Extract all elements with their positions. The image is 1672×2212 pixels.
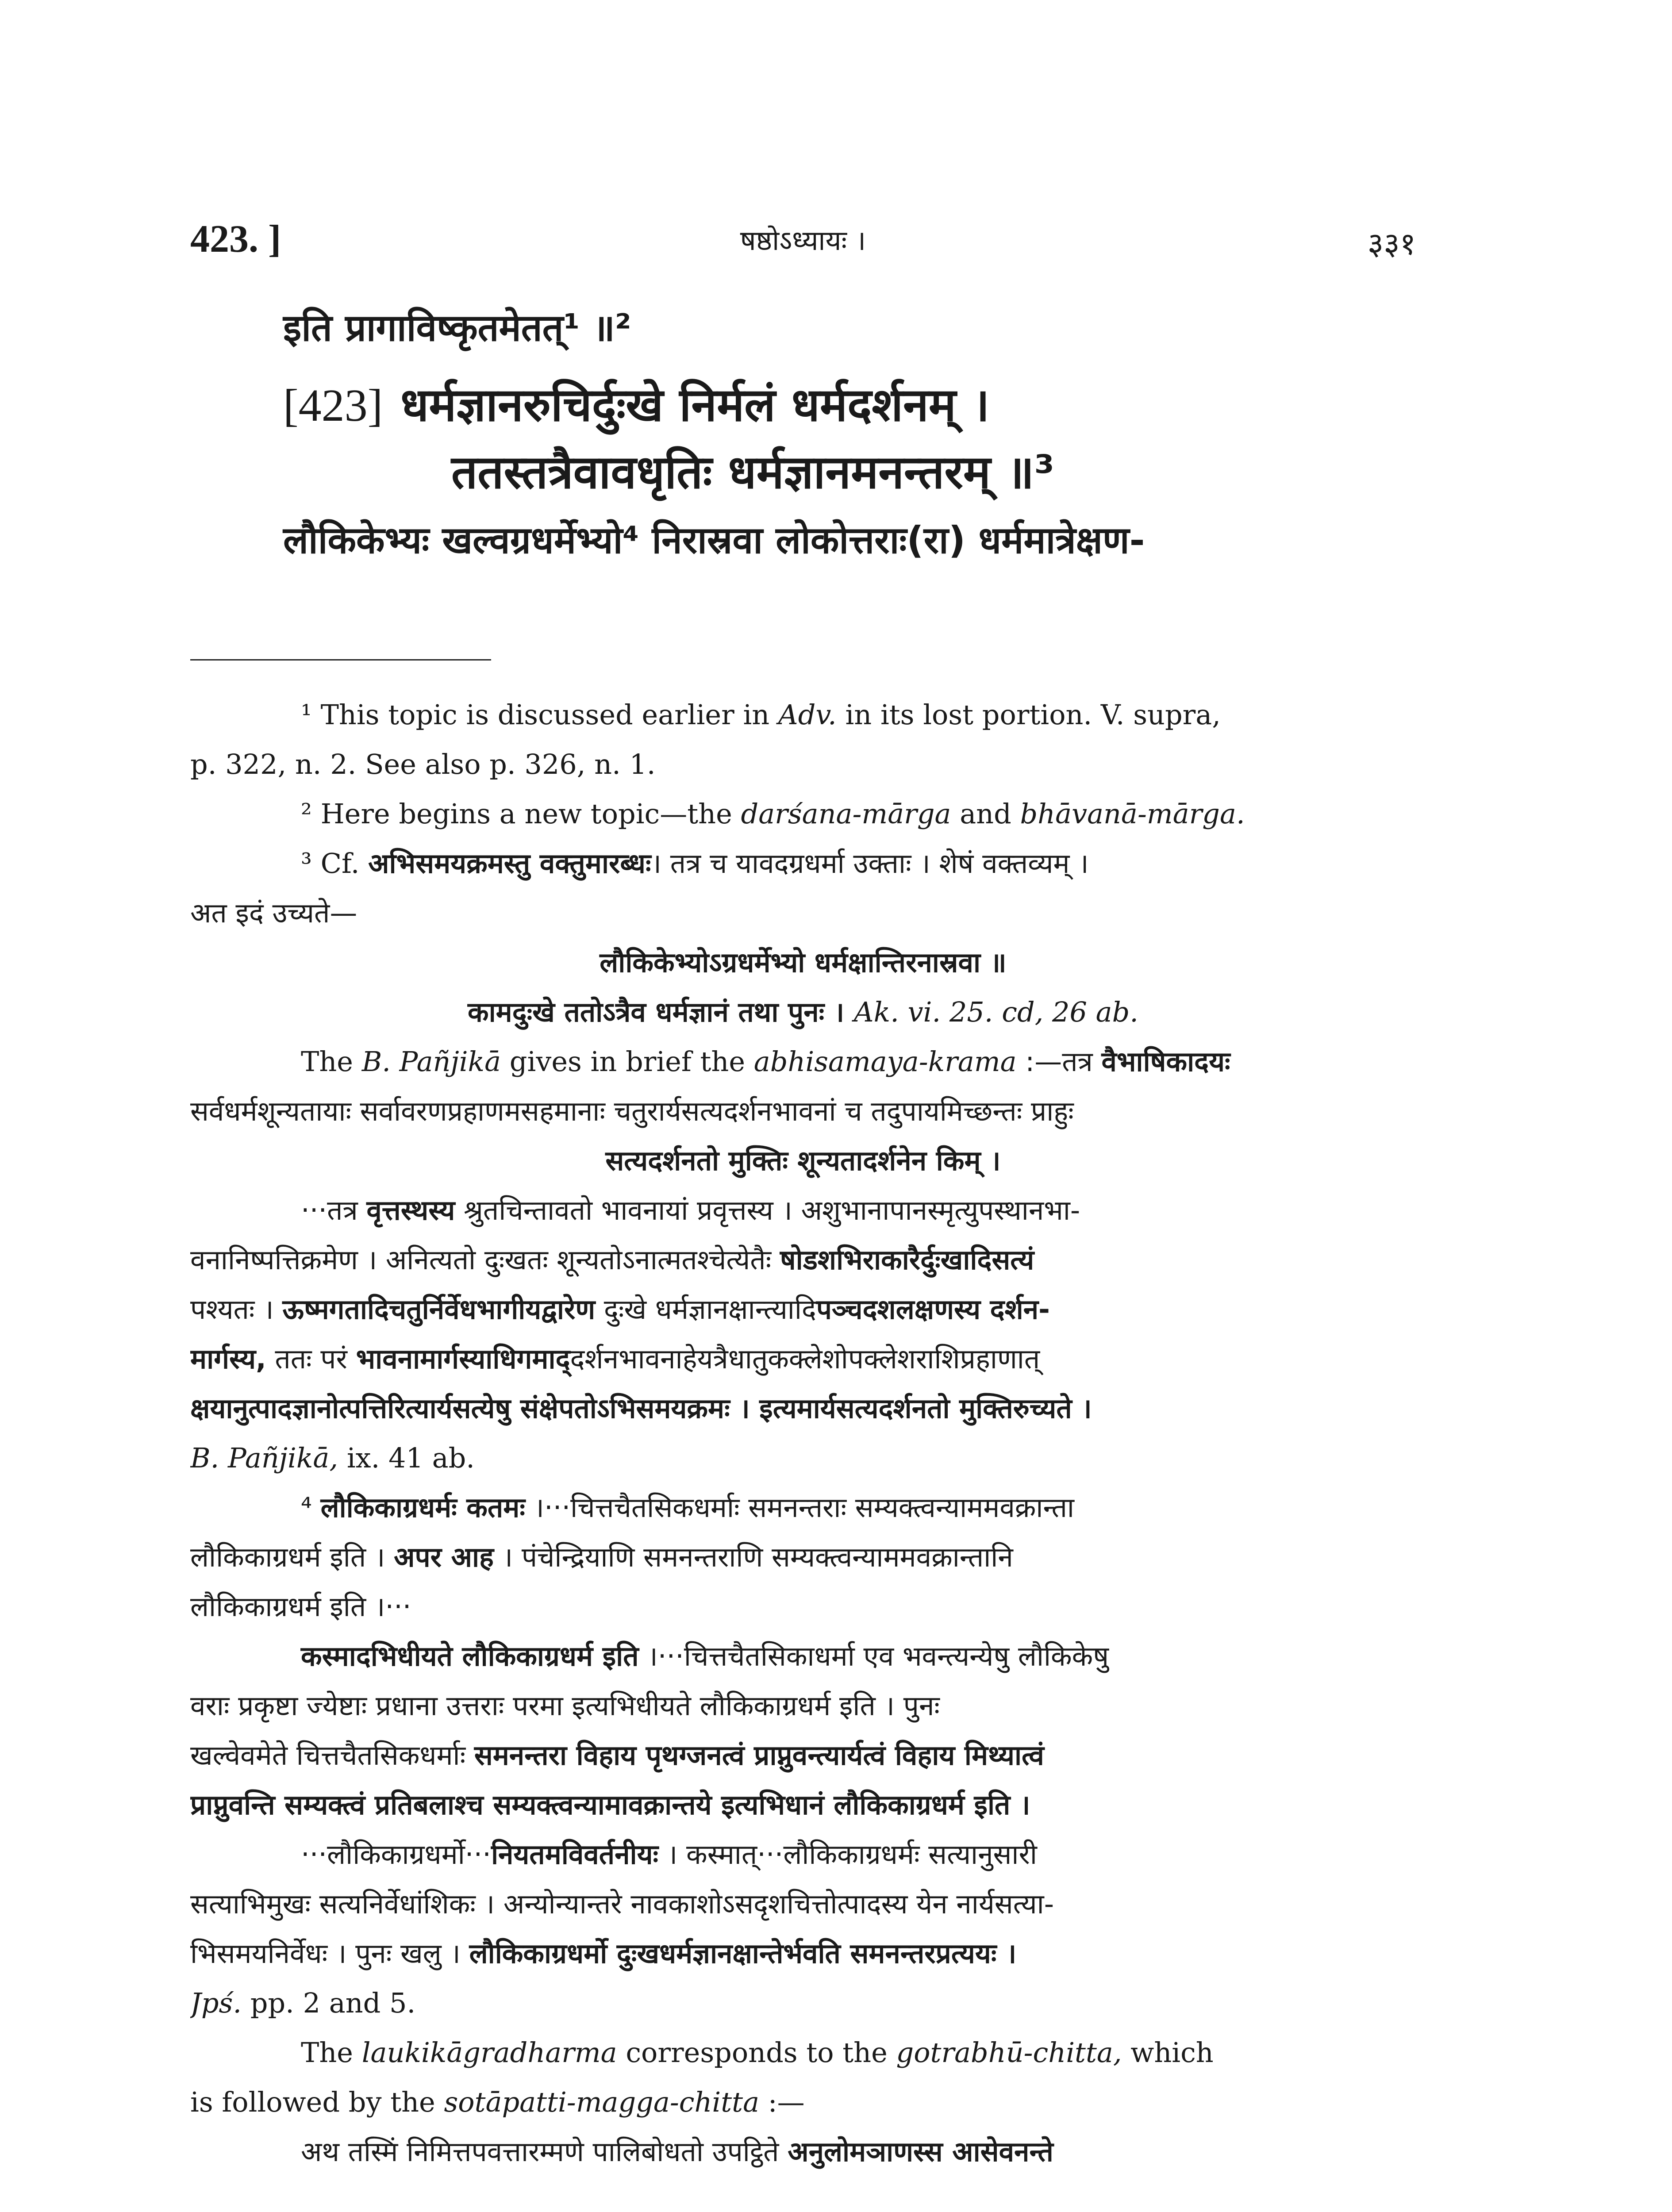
- footnote-4-line-13: is followed by the sotāpatti-magga-chitta :—: [190, 2086, 805, 2118]
- footnote-4-line-10: भिसमयनिर्वेधः । पुनः खलु । लौकिकाग्रधर्मो दुःखधर्मज्ञानक्षान्तेर्भवति समनन्तरप्रत्ययः ।: [190, 1937, 1017, 1970]
- commentary-line: लौकिकेभ्यः खल्वग्रधर्मेभ्यो⁴ निरास्रवा लोकोत्तराः(रा) धर्ममात्रेक्षण-: [283, 518, 1145, 562]
- footnote-4-line-2: लौकिकाग्रधर्म इति । अपर आह । पंचेन्द्रियाणि समनन्तराणि सम्यक्त्वन्याममवक्रान्तानि: [190, 1541, 1013, 1573]
- footnote-3-line-4: सर्वधर्मशून्यतायाः सर्वावरणप्रहाणमसहमानाः चतुरार्यसत्यदर्शनभावनां च तदुपायमिच्छन्तः प्राहुः: [190, 1095, 1074, 1127]
- footnote-4-line-4: कस्मादभिधीयते लौकिकाग्रधर्म इति ।···चित्तचैतसिकाधर्मा एव भवन्त्यन्येषु लौकिकेषु: [301, 1640, 1109, 1672]
- page-number-right: ३३१: [1367, 226, 1416, 262]
- footnote-4-line-7: प्राप्नुवन्ति सम्यक्त्वं प्रतिबलाश्च सम्यक्त्वन्यामावक्रान्तये इत्यभिधानं लौकिकाग्रधर्म इति ।: [190, 1789, 1030, 1821]
- running-header: [190, 212, 1416, 261]
- footnote-rule: [190, 659, 491, 661]
- footnote-4-line-6: खल्वेवमेते चित्तचैतसिकधर्माः समनन्तरा विहाय पृथग्जनत्वं प्राप्नुवन्त्यार्यत्वं विहाय मिथ्यात्वं: [190, 1739, 1044, 1771]
- chapter-title: षष्ठोऽध्यायः ।: [740, 224, 866, 257]
- footnote-4-line-8: ···लौकिकाग्रधर्मो···नियतमविवर्तनीयः । कस्मात्···लौकिकाग्रधर्मः सत्यानुसारी: [301, 1838, 1037, 1870]
- footnote-3-line-6: ···तत्र वृत्तस्थस्य श्रुतचिन्तावतो भावनायां प्रवृत्तस्य । अशुभानापानस्मृत्युपस्थानभा-: [301, 1194, 1080, 1226]
- quote-verse-1: लौकिकेभ्योऽग्रधर्मेभ्यो धर्मक्षान्तिरनास्रवा ॥: [600, 946, 1007, 979]
- quote-verse-2: कामदुःखे ततोऽत्रैव धर्मज्ञानं तथा पुनः । Ak. vi. 25. cd, 26 ab.: [467, 996, 1139, 1028]
- verse-line-2: ततस्तत्रैवावधृतिः धर्मज्ञानमनन्तरम् ॥³: [451, 445, 1055, 499]
- footnote-2: ² Here begins a new topic—the darśana-mārga and bhāvanā-mārga.: [301, 798, 1245, 830]
- footnote-4-line-3: लौकिकाग्रधर्म इति ।···: [190, 1590, 411, 1623]
- footnote-1-line-1: ¹ This topic is discussed earlier in Adv. in its lost portion. V. supra,: [301, 699, 1221, 731]
- footnote-3-line-1: ³ Cf. अभिसमयक्रमस्तु वक्तुमारब्धः। तत्र च यावदग्रधर्मा उक्ताः । शेषं वक्तव्यम् ।: [301, 847, 1089, 879]
- footnote-4-line-12: The laukikāgradharma corresponds to the gotrabhū-chitta, which: [301, 2036, 1214, 2069]
- footnotes: [190, 690, 1416, 2177]
- verse-number: [423]: [283, 380, 383, 431]
- footnote-4-line-11: Jpś. pp. 2 and 5.: [190, 1987, 416, 2019]
- footnote-3-line-9: मार्गस्य, ततः परं भावनामार्गस्याधिगमाद्दर्शनभावनाहेयत्रैधातुकक्लेशोपक्लेशराशिप्रहाणात्: [190, 1343, 1040, 1375]
- footnote-3-line-8: पश्यतः । ऊष्मगतादिचतुर्निर्वेधभागीयद्वारेण दुःखे धर्मज्ञानक्षान्त्यादिपञ्चदशलक्षणस्य दर्शन-: [190, 1293, 1050, 1325]
- verse-line-1: धर्मज्ञानरुचिर्दुःखे निर्मलं धर्मदर्शनम् ।: [400, 378, 990, 432]
- footnote-4-line-9: सत्याभिमुखः सत्यनिर्वेधांशिकः । अन्योन्यान्तरे नावकाशोऽसदृशचित्तोत्पादस्य येन नार्यसत्या-: [190, 1888, 1054, 1920]
- footnote-4-line-5: वराः प्रकृष्टा ज्येष्टाः प्रधाना उत्तराः परमा इत्यभिधीयते लौकिकाग्रधर्म इति । पुनः: [190, 1690, 940, 1722]
- footnote-3-line-11: B. Pañjikā, ix. 41 ab.: [190, 1442, 475, 1474]
- page-number-left: 423. ]: [190, 218, 281, 261]
- footnote-4-line-14: अथ तस्मिं निमित्तपवत्तारम्मणे पालिबोधतो उपट्ठिते अनुलोमञाणस्स आसेवनन्ते: [301, 2135, 1053, 2168]
- footnote-3-line-5: सत्यदर्शनतो मुक्तिः शून्यतादर्शनेन किम् ।: [605, 1144, 1001, 1177]
- footnote-1-line-2: p. 322, n. 2. See also p. 326, n. 1.: [190, 748, 656, 780]
- footnote-3-line-2: अत इदं उच्यते—: [190, 897, 357, 929]
- footnote-4-line-1: ⁴ लौकिकाग्रधर्मः कतमः ।···चित्तचैतसिकधर्माः समनन्तराः सम्यक्त्वन्याममवक्रान्ता: [301, 1491, 1074, 1524]
- footnote-3-line-3: The B. Pañjikā gives in brief the abhisamaya-krama :—तत्र वैभाषिकादयः: [301, 1045, 1230, 1078]
- footnote-3-line-7: वनानिष्पत्तिक्रमेण । अनित्यतो दुःखतः शून्यतोऽनात्मतश्चेत्येतैः षोडशभिराकारैर्दुःखादिसत्यं: [190, 1244, 1034, 1276]
- footnote-3-line-10: क्षयानुत्पादज्ञानोत्पत्तिरित्यार्यसत्येषु संक्षेपतोऽभिसमयक्रमः । इत्यमार्यसत्यदर्शनतो मुक्तिरुच्यते ।: [190, 1392, 1092, 1425]
- intro-line: इति प्रागाविष्कृतमेतत्¹ ॥²: [283, 306, 631, 349]
- verse-block: [283, 372, 1054, 505]
